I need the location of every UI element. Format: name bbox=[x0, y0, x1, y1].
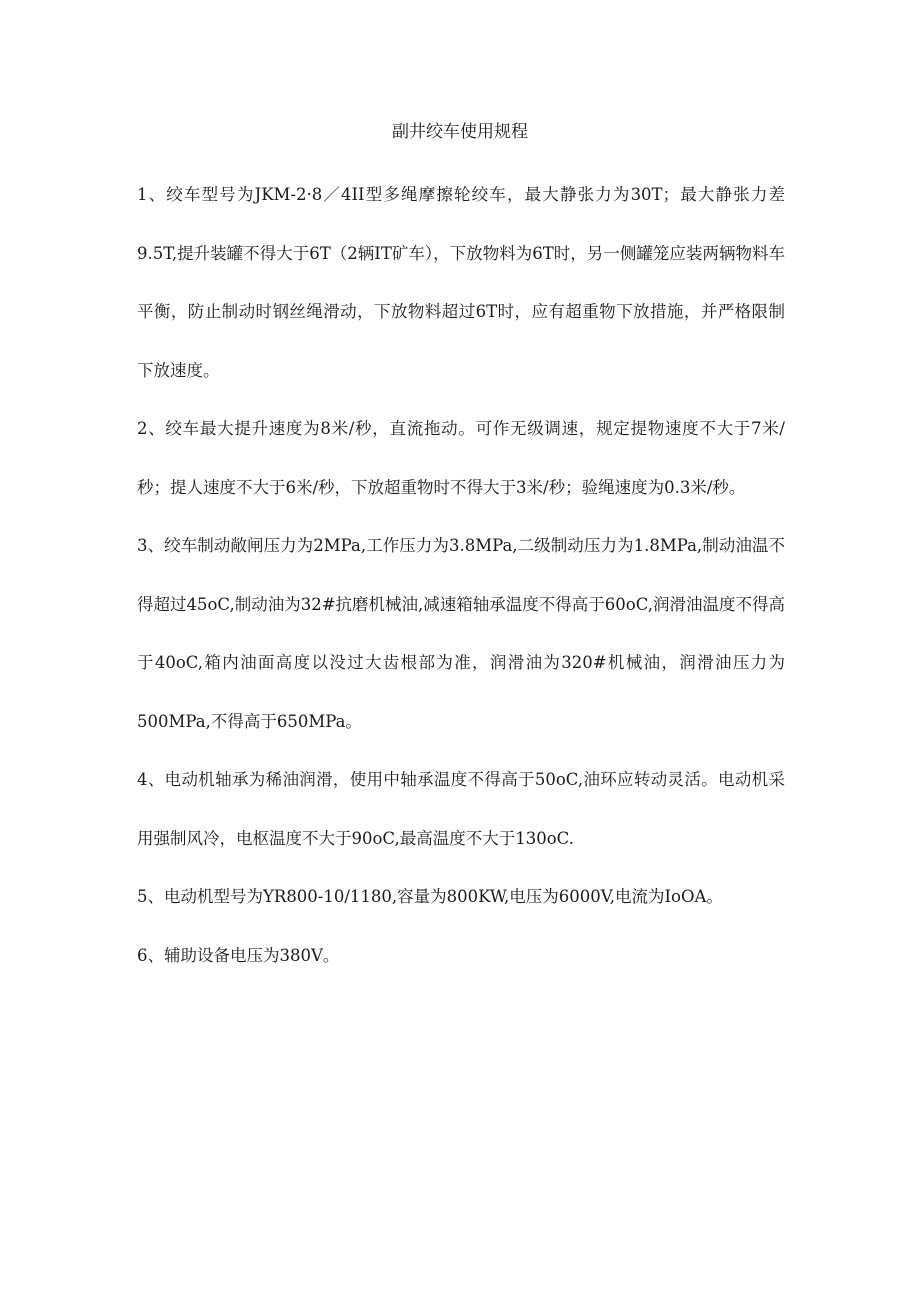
document-body bbox=[137, 166, 785, 985]
paragraph-1: 1、绞车型号为JKM-2·8／4II型多绳摩擦轮绞车，最大静张力为30T；最大静张力差9.5T,提升装罐不得大于6T（2辆IT矿车），下放物料为6T时，另一侧罐笼应装两辆物料车平衡，防止制动时钢丝绳滑动，下放物料超过6T时，应有超重物下放措施，并严格限制下放速度。 bbox=[137, 185, 785, 380]
paragraph-4: 4、电动机轴承为稀油润滑，使用中轴承温度不得高于50oC,油环应转动灵活。电动机采用强制风冷，电枢温度不大于90oC,最高温度不大于130oC. bbox=[137, 770, 785, 848]
paragraph-3: 3、绞车制动敞闸压力为2MPa,工作压力为3.8MPa,二级制动压力为1.8MPa,制动油温不得超过45oC,制动油为32#抗磨机械油,减速箱轴承温度不得高于60oC,润滑油温度不得高于40oC,箱内油面高度以没过大齿根部为准，润滑油为320#机械油，润滑油压力为500MPa,不得高于650MPa。 bbox=[137, 536, 785, 731]
paragraph-5: 5、电动机型号为YR800-10/1180,容量为800KW,电压为6000V,电流为IoOA。 bbox=[137, 887, 723, 906]
paragraph-2: 2、绞车最大提升速度为8米/秒，直流拖动。可作无级调速，规定提物速度不大于7米/秒；提人速度不大于6米/秒，下放超重物时不得大于3米/秒；验绳速度为0.3米/秒。 bbox=[137, 419, 785, 497]
paragraph-6: 6、辅助设备电压为380V。 bbox=[137, 945, 340, 965]
document-title: 副井绞车使用规程 bbox=[392, 122, 528, 142]
